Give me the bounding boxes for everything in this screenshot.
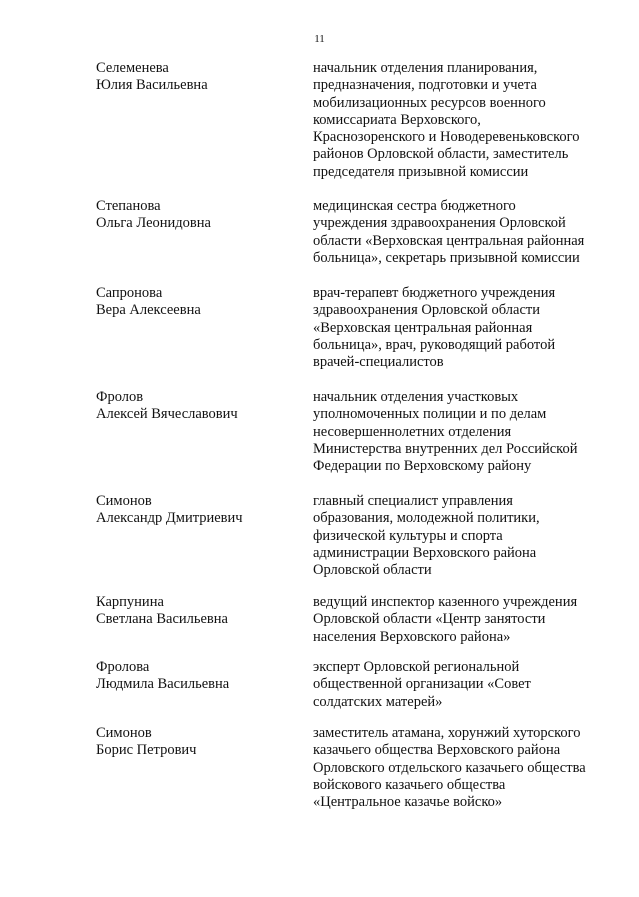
member-surname: Симонов [96,725,152,741]
member-position-line: больница», врач, руководящий работой [313,336,556,353]
member-position-line: учреждения здравоохранения Орловской [313,215,566,232]
member-name [96,493,296,528]
member-position-line: «Верховская центральная районная [313,319,533,336]
member-position-line: начальник отделения планирования, [313,60,538,76]
member-position-line: председателя призывной комиссии [313,163,529,180]
member-position-line: Министерства внутренних дел Российской [313,440,578,457]
member-name [96,594,296,629]
member-surname: Карпунина [96,594,164,610]
member-position-line: предназначения, подготовки и учета [313,77,537,94]
member-position-line: физической культуры и спорта [313,527,503,544]
member-position [313,493,613,579]
member-position-line: начальник отделения участковых [313,389,519,405]
member-position [313,198,613,267]
member-position-line: Федерации по Верховскому району [313,458,532,475]
member-given-names: Светлана Васильевна [96,611,228,628]
member-position-line: больница», секретарь призывной комиссии [313,249,580,266]
member-position-line: ведущий инспектор казенного учреждения [313,594,578,610]
member-position-line: врачей-специалистов [313,354,444,371]
member-position-line: общественной организации «Совет [313,676,531,693]
member-name [96,198,296,233]
member-position-line: главный специалист управления [313,493,513,509]
member-position [313,659,613,711]
member-position-line: комиссариата Верховского, [313,111,481,128]
member-surname: Сапронова [96,285,163,301]
member-name [96,60,296,95]
member-given-names: Ольга Леонидовна [96,215,211,232]
member-name [96,725,296,760]
member-name [96,389,296,424]
member-position [313,285,613,371]
member-surname: Селеменева [96,60,169,76]
member-position-line: здравоохранения Орловской области [313,302,540,319]
page-number: 11 [314,33,325,45]
member-surname: Степанова [96,198,161,214]
member-surname: Фролов [96,389,144,405]
member-position-line: эксперт Орловской региональной [313,659,520,675]
member-position-line: области «Верховская центральная районная [313,232,585,249]
member-given-names: Людмила Васильевна [96,676,230,693]
member-given-names: Вера Алексеевна [96,302,201,319]
member-position-line: «Центральное казачье войско» [313,794,503,811]
member-surname: Симонов [96,493,152,509]
member-position-line: солдатских матерей» [313,693,443,710]
member-position-line: войскового казачьего общества [313,776,506,793]
member-position [313,389,613,475]
member-position-line: населения Верховского района» [313,628,511,645]
member-position-line: мобилизационных ресурсов военного [313,94,546,111]
member-position-line: уполномоченных полиции и по делам [313,406,547,423]
member-given-names: Алексей Вячеславович [96,406,238,423]
member-position-line: образования, молодежной политики, [313,510,540,527]
member-position-line: Орловской области «Центр занятости [313,611,546,628]
member-position [313,725,613,811]
member-position-line: Краснозоренского и Новодеревеньковского [313,129,580,146]
member-name [96,285,296,320]
member-surname: Фролова [96,659,150,675]
member-position [313,594,613,646]
member-position-line: врач-терапевт бюджетного учреждения [313,285,556,301]
member-name [96,659,296,694]
member-position-line: заместитель атамана, хорунжий хуторского [313,725,581,741]
member-position-line: Орловской области [313,562,432,579]
member-position-line: администрации Верховского района [313,544,537,561]
member-position-line: казачьего общества Верховского района [313,742,561,759]
member-position [313,60,613,181]
member-position-line: Орловского отдельского казачьего общества [313,759,586,776]
member-position-line: медицинская сестра бюджетного [313,198,516,214]
member-given-names: Борис Петрович [96,742,197,759]
member-position-line: несовершеннолетних отделения [313,423,512,440]
member-position-line: районов Орловской области, заместитель [313,146,569,163]
member-given-names: Александр Дмитриевич [96,510,243,527]
member-given-names: Юлия Васильевна [96,77,208,94]
